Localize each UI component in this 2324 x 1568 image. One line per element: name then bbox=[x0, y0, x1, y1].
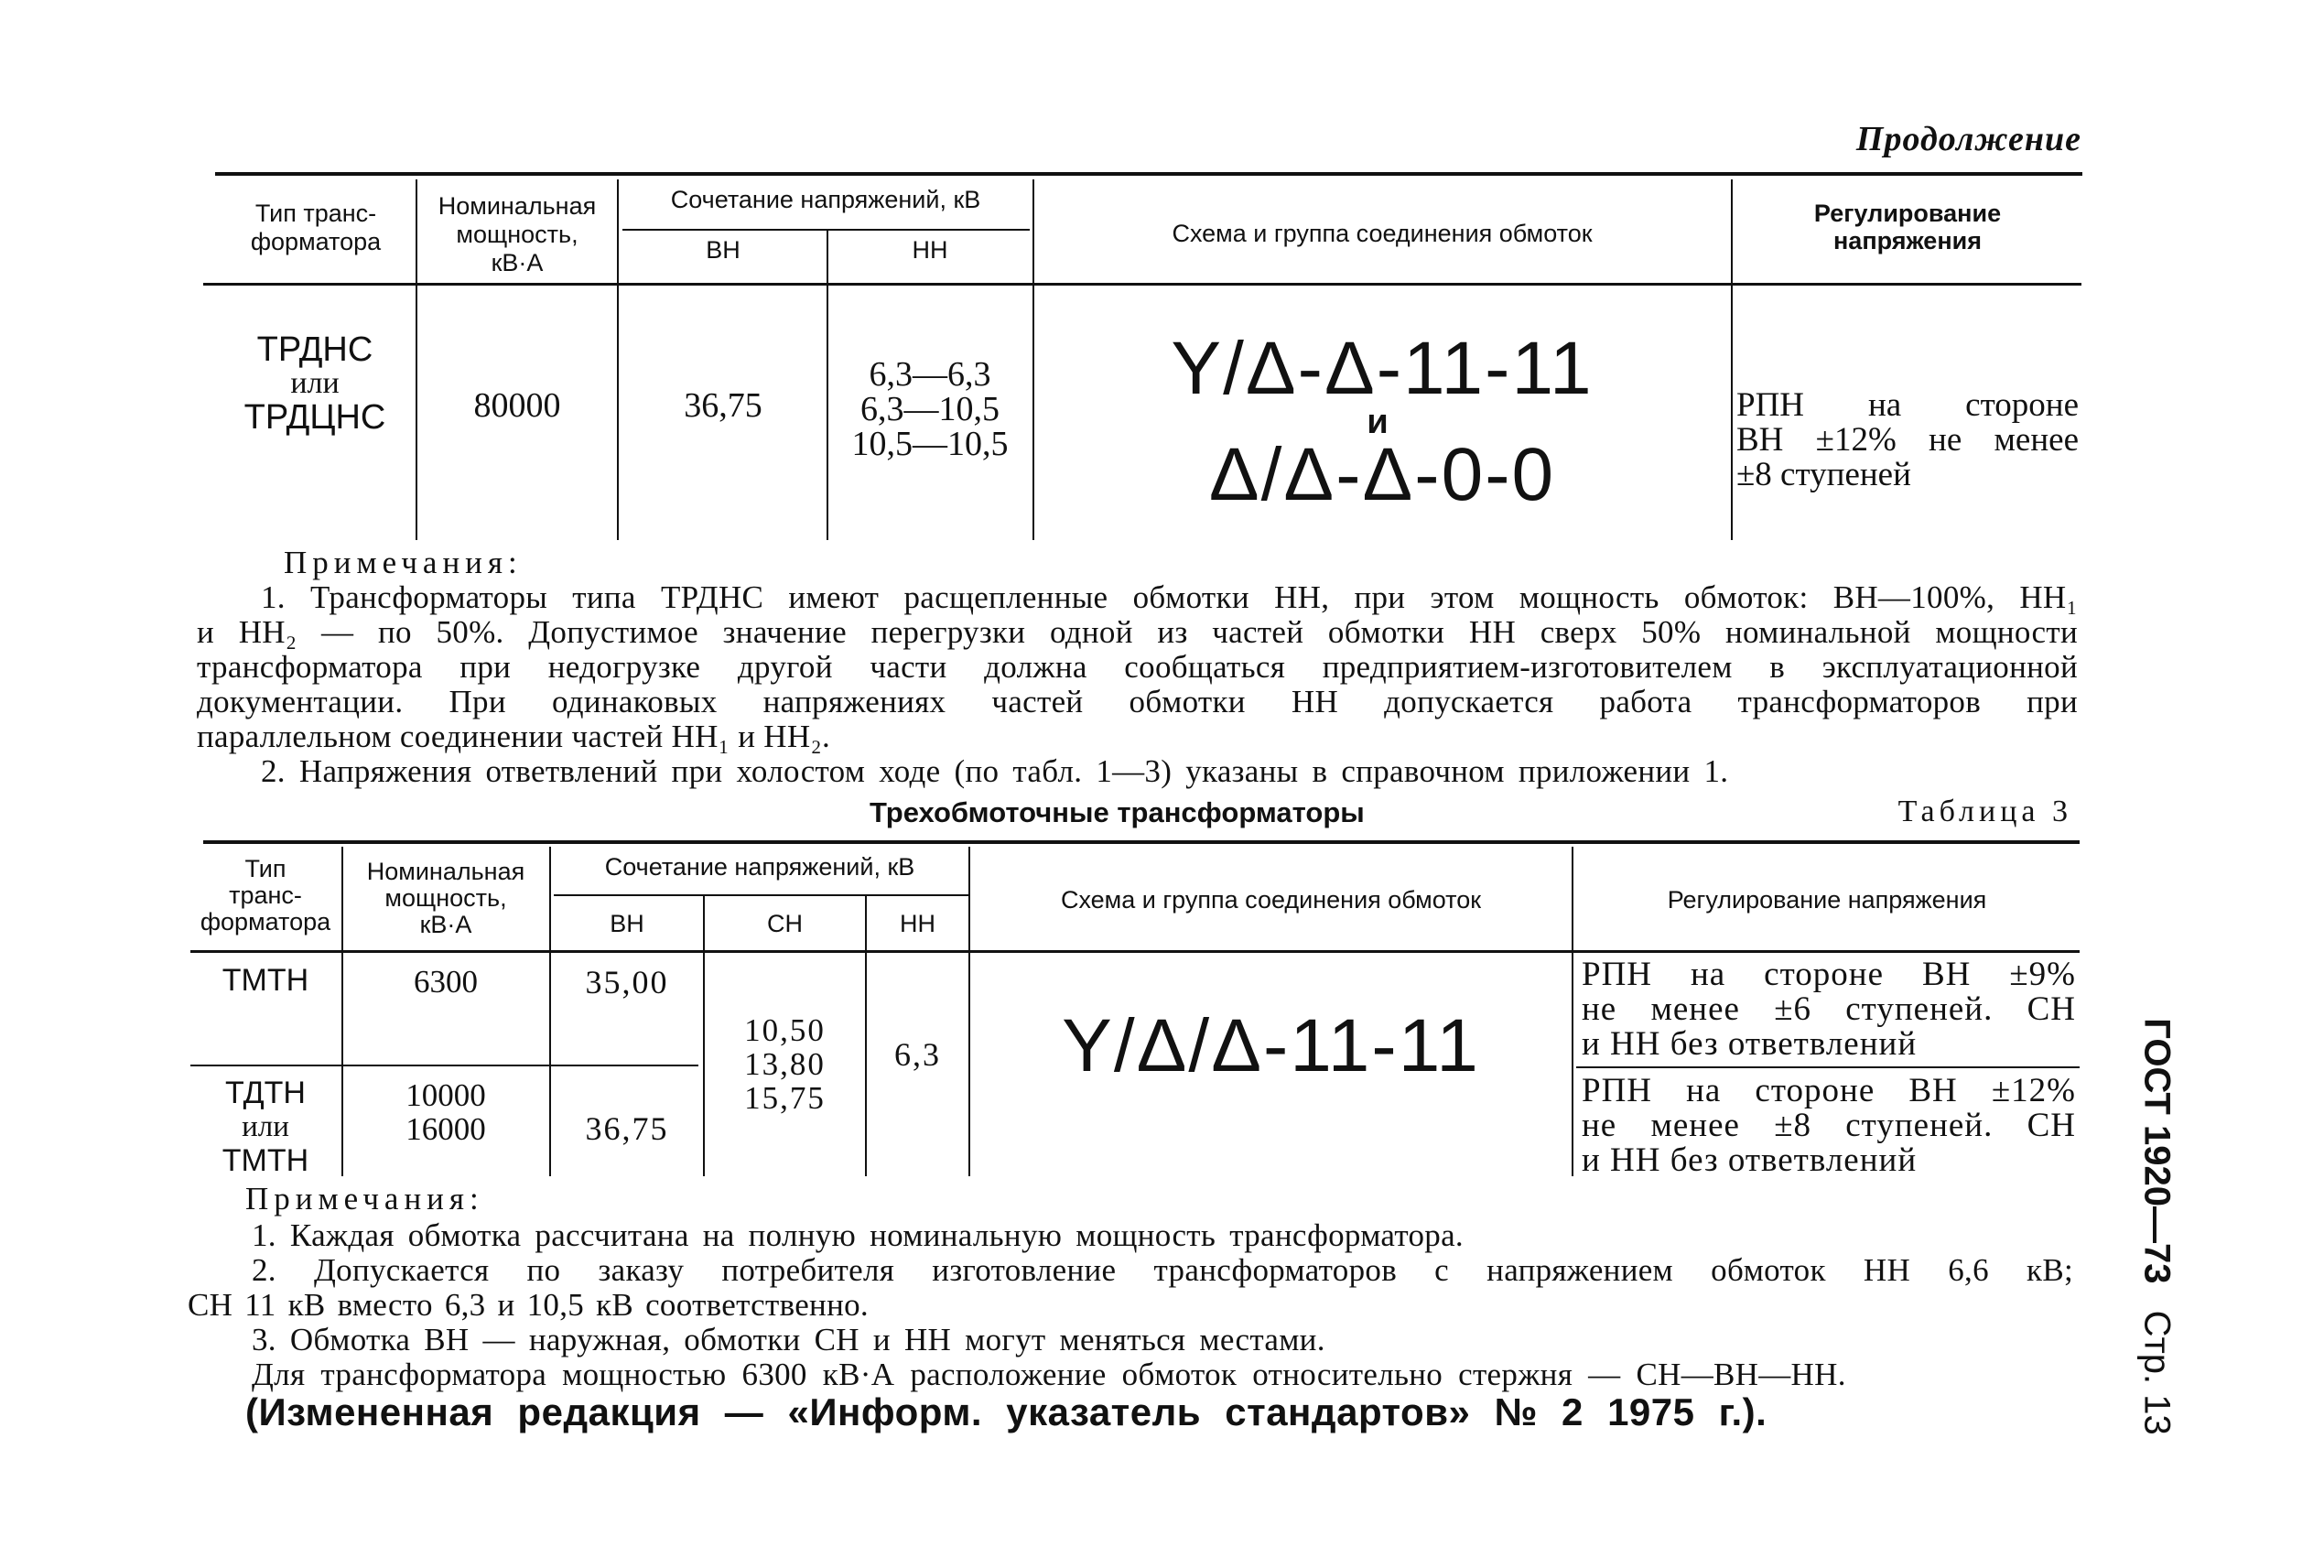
table1-header-type: Тип транс- форматора bbox=[250, 200, 382, 255]
table3-header-scheme: Схема и группа соединения обмоток bbox=[1060, 886, 1482, 914]
table3-header-type: Тип транс- форматора bbox=[200, 855, 331, 935]
notes3-item2-line2: СН 11 кВ вместо 6,3 и 10,5 кВ соответственно. bbox=[188, 1287, 869, 1323]
table3-header-voltages: Сочетание напряжений, кВ bbox=[604, 853, 915, 881]
notes1-title: Примечания: bbox=[284, 545, 523, 580]
table1-scheme-cell: Y/Δ-Δ-11-11 и Δ/Δ-Δ-0-0 bbox=[1034, 330, 1730, 514]
table3-row1-power: 6300 bbox=[414, 964, 478, 1000]
amendment-note: (Измененная редакция — «Информ. указатель стандартов» № 2 1975 г.). bbox=[245, 1390, 1767, 1433]
notes3-item3: 3. Обмотка ВН — наружная, обмотки СН и НН могут меняться местами. bbox=[252, 1322, 1325, 1357]
notes1-item1-line4: документации. При одинаковых напряжениях частей обмотки НН допускается работа трансформаторов при bbox=[197, 684, 2078, 719]
table1-power-cell: 80000 bbox=[473, 386, 561, 425]
notes3-item4: Для трансформатора мощностью 6300 кВ·А расположение обмоток относительно стержня — СН—ВН—НН. bbox=[252, 1357, 1846, 1392]
table1-header-scheme: Схема и группа соединения обмоток bbox=[1172, 220, 1593, 247]
table1-header-power: Номинальная мощность, кВ·А bbox=[438, 192, 597, 276]
scheme-y-delta-delta-11-11: Y/Δ-Δ-11-11 bbox=[1171, 327, 1594, 410]
table1-header-voltages: Сочетание напряжений, кВ bbox=[670, 186, 981, 213]
table3-lv-cell: 6,3 bbox=[894, 1036, 941, 1073]
table1-header-regulation: Регулирование напряжения bbox=[1813, 200, 2002, 254]
notes3-item1: 1. Каждая обмотка рассчитана на полную номинальную мощность трансформатора. bbox=[252, 1217, 1464, 1253]
table3-title: Трехобмоточные трансформаторы bbox=[870, 796, 1365, 828]
table3-header-rule bbox=[190, 950, 2080, 953]
table3-header-power: Номинальная мощность, кВ·А bbox=[366, 858, 525, 938]
notes1-item1-line5: параллельном соединении частей НН₁ и НН₂. bbox=[197, 719, 831, 754]
notes1-item1-line1: 1. Трансформаторы типа ТРДНС имеют расщепленные обмотки НН, при этом мощность обмоток: ВН—100%, НН₁ bbox=[261, 579, 2078, 615]
continuation-label: Продолжение bbox=[1855, 120, 2081, 158]
table3-label: Таблица 3 bbox=[1897, 795, 2072, 828]
table3-top-rule bbox=[203, 840, 2080, 844]
notes3-item2-line1: 2. Допускается по заказу потребителя изготовление трансформаторов с напряжением обмоток НН 6,6 кВ; bbox=[252, 1252, 2073, 1288]
table3-row1-type: ТМТН bbox=[222, 963, 309, 998]
table3-reg2-cell: РПН на стороне ВН ±12% не менее ±8 ступеней. СН и НН без ответвлений bbox=[1582, 1072, 2076, 1179]
table1-regulation-cell: РПН на стороне ВН ±12% не менее ±8 ступеней bbox=[1736, 386, 2079, 493]
scheme-delta-delta-delta-0-0: Δ/Δ-Δ-0-0 bbox=[1208, 433, 1556, 516]
table1-type-cell: ТРДНС или ТРДЦНС bbox=[243, 330, 386, 437]
table1-header-hv: ВН bbox=[706, 236, 740, 264]
scheme-y-delta-delta-11-11: Y/Δ/Δ-11-11 bbox=[1062, 1004, 1480, 1087]
table1-header-lv: НН bbox=[912, 236, 948, 264]
table1-top-rule bbox=[215, 172, 2082, 176]
table3-reg1-cell: РПН на стороне ВН ±9% не менее ±6 ступеней. СН и НН без ответвлений bbox=[1582, 956, 2076, 1063]
table1-header-rule bbox=[203, 283, 2081, 286]
notes1-item2: 2. Напряжения ответвлений при холостом ходе (по табл. 1—3) указаны в справочном приложении 1. bbox=[261, 753, 1729, 789]
page-number: Стр. 13 bbox=[2136, 1310, 2178, 1435]
table3-row2-power: 10000 16000 bbox=[405, 1077, 486, 1147]
table3-header-lv: НН bbox=[900, 910, 935, 937]
table3-row2-hv: 36,75 bbox=[585, 1110, 669, 1147]
table3-row2-type: ТДТН или ТМТН bbox=[222, 1076, 309, 1178]
table3-mv-cell: 10,50 13,80 15,75 bbox=[744, 1012, 826, 1116]
table1-lv-cell: 6,3—6,3 6,3—10,5 10,5—10,5 bbox=[851, 355, 1009, 463]
side-standard-label bbox=[2129, 1018, 2184, 1435]
notes3-title: Примечания: bbox=[245, 1181, 484, 1217]
notes1-item1-line2: и НН₂ — по 50%. Допустимое значение перегрузки одной из частей обмотки НН сверх 50% номинальной мощности bbox=[197, 614, 2078, 650]
standard-number: ГОСТ 1920—73 bbox=[2136, 1018, 2178, 1284]
table3-row1-hv: 35,00 bbox=[585, 964, 669, 1000]
table3-header-regulation: Регулирование напряжения bbox=[1667, 886, 1987, 914]
table3-header-hv: ВН bbox=[610, 910, 644, 937]
table1-hv-cell: 36,75 bbox=[684, 386, 762, 425]
notes1-item1-line3: трансформатора при недогрузке другой части должна сообщаться предприятием-изготовителем в эксплуатационной bbox=[197, 649, 2078, 685]
table3-header-mv: СН bbox=[767, 910, 803, 937]
